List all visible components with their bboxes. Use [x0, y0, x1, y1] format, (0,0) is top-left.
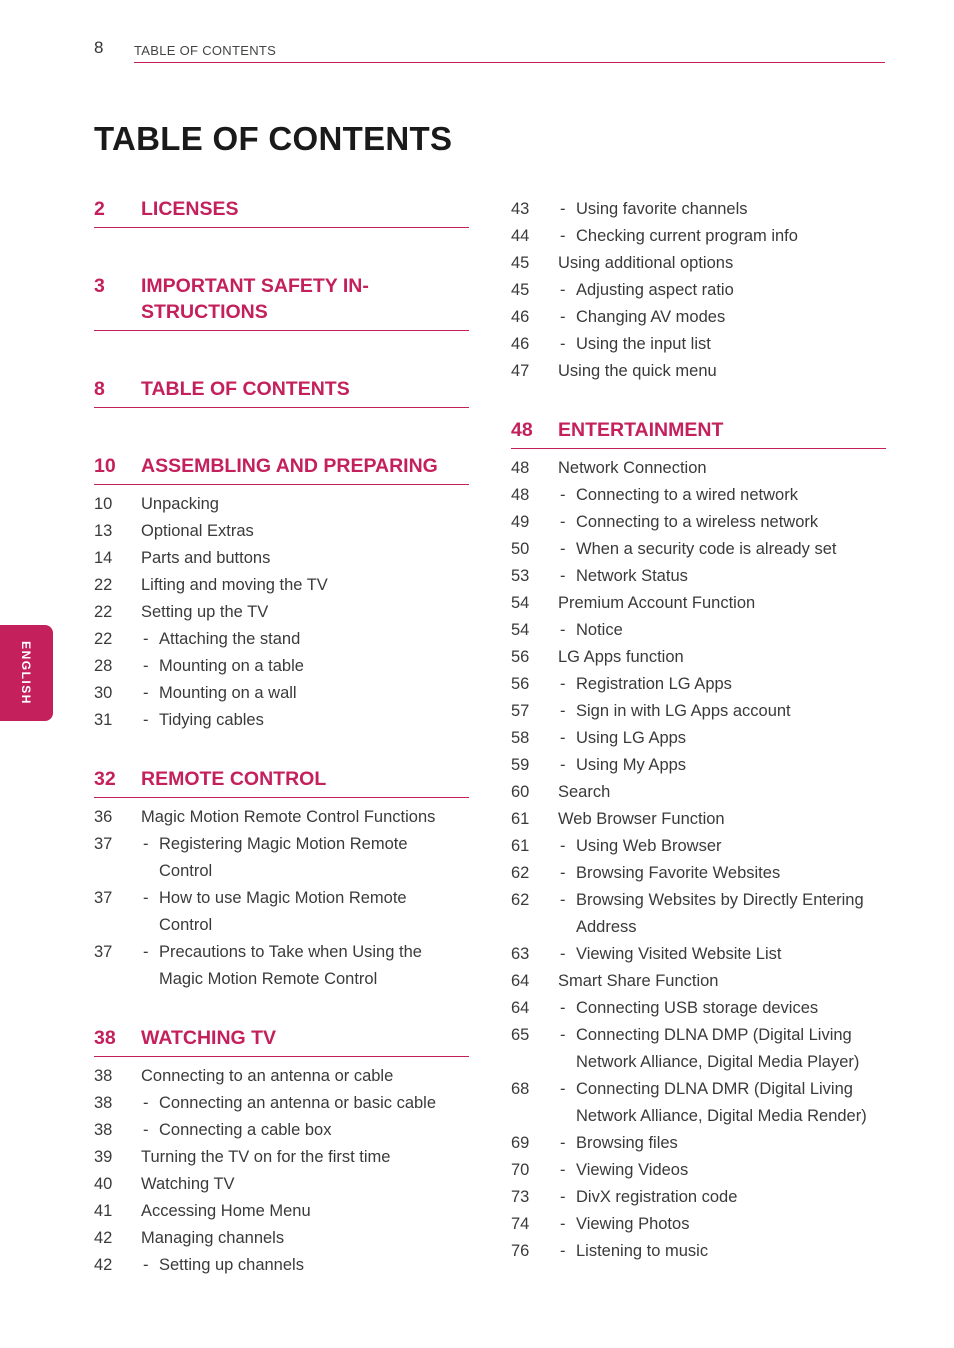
subentry-dash: - [560, 837, 566, 855]
entry-title: Premium Account Function [558, 594, 756, 612]
entry-title: Connecting a cable box [159, 1121, 332, 1139]
toc-subentry[interactable] [511, 1022, 886, 1076]
section-page-number: 38 [94, 1027, 116, 1049]
entry-title: Magic Motion Remote Control Functions [141, 808, 436, 826]
subentry-dash: - [560, 567, 566, 585]
entry-title: Adjusting aspect ratio [576, 281, 734, 299]
toc-column-left [94, 196, 469, 1279]
toc-subentry[interactable] [511, 196, 886, 223]
toc-subentry[interactable] [511, 671, 886, 698]
subentry-dash: - [560, 1080, 566, 1098]
entry-title: Lifting and moving the TV [141, 576, 328, 594]
entry-page-number: 37 [94, 943, 113, 961]
entry-page-number: 22 [94, 576, 113, 594]
entry-title: Connecting to a wireless network [576, 513, 819, 531]
toc-subentry[interactable] [511, 725, 886, 752]
entry-page-number: 46 [511, 308, 530, 326]
entry-page-number: 58 [511, 729, 530, 747]
entry-page-number: 54 [511, 594, 530, 612]
entry-title: Connecting DLNA DMP (Digital Living Network Alliance, Digital Media Player) [576, 1026, 860, 1071]
entry-page-number: 47 [511, 362, 530, 380]
subentry-dash: - [143, 657, 149, 675]
entry-title: Mounting on a table [159, 657, 304, 675]
entry-title: Notice [576, 621, 623, 639]
subentry-dash: - [143, 711, 149, 729]
entry-title: Search [558, 783, 611, 801]
section-title: ENTERTAINMENT [558, 419, 724, 441]
entry-page-number: 44 [511, 227, 530, 245]
toc-subentry[interactable] [511, 617, 886, 644]
toc-subentry[interactable] [94, 1090, 469, 1117]
subentry-dash: - [143, 630, 149, 648]
subentry-dash: - [560, 1188, 566, 1206]
toc-subentry[interactable] [511, 304, 886, 331]
section-title: LICENSES [141, 198, 239, 220]
subentry-dash: - [143, 684, 149, 702]
toc-entry[interactable] [94, 545, 469, 572]
subentry-dash: - [560, 621, 566, 639]
toc-entry[interactable] [511, 590, 886, 617]
subentry-dash: - [143, 1121, 149, 1139]
language-tab-label: ENGLISH [19, 641, 33, 705]
entry-title: Browsing files [576, 1134, 678, 1152]
entry-title: Registering Magic Motion Remote Control [159, 835, 408, 880]
toc-subentry[interactable] [511, 277, 886, 304]
page-number: 8 [94, 38, 104, 57]
subentry-dash: - [560, 864, 566, 882]
section-title: TABLE OF CONTENTS [141, 378, 350, 400]
entry-page-number: 46 [511, 335, 530, 353]
language-tab [0, 625, 53, 721]
toc-subentry[interactable] [511, 509, 886, 536]
subentry-dash: - [560, 1134, 566, 1152]
toc-entry[interactable] [94, 572, 469, 599]
subentry-dash: - [560, 1242, 566, 1260]
entry-page-number: 31 [94, 711, 113, 729]
toc-entry[interactable] [94, 804, 469, 831]
subentry-dash: - [560, 675, 566, 693]
toc-entry[interactable] [511, 644, 886, 671]
toc-subentry[interactable] [511, 563, 886, 590]
entry-page-number: 36 [94, 808, 113, 826]
subentry-dash: - [143, 943, 149, 961]
subentry-dash: - [560, 891, 566, 909]
entry-title: Tidying cables [159, 711, 264, 729]
entry-page-number: 53 [511, 567, 530, 585]
toc-entry[interactable] [511, 455, 886, 482]
entry-title: When a security code is already set [576, 540, 837, 558]
entry-page-number: 74 [511, 1215, 530, 1233]
toc-subentry[interactable] [94, 626, 469, 653]
toc-section-heading[interactable] [94, 766, 469, 798]
toc-subentry[interactable] [94, 680, 469, 707]
toc-entry[interactable] [94, 1144, 469, 1171]
entry-title: Viewing Photos [576, 1215, 690, 1233]
section-page-number: 48 [511, 419, 533, 441]
entry-page-number: 65 [511, 1026, 530, 1044]
entry-page-number: 63 [511, 945, 530, 963]
entry-page-number: 37 [94, 835, 113, 853]
entry-page-number: 22 [94, 630, 113, 648]
entry-title: Changing AV modes [576, 308, 726, 326]
entry-title: Registration LG Apps [576, 675, 732, 693]
entry-title: Listening to music [576, 1242, 709, 1260]
entry-page-number: 22 [94, 603, 113, 621]
entry-page-number: 62 [511, 864, 530, 882]
entry-title: Network Connection [558, 459, 707, 477]
entry-title: Optional Extras [141, 522, 254, 540]
entry-title: Managing channels [141, 1229, 285, 1247]
toc-subentry[interactable] [511, 1130, 886, 1157]
toc-entry[interactable] [511, 358, 886, 385]
entry-title: Unpacking [141, 495, 219, 513]
entry-page-number: 76 [511, 1242, 530, 1260]
entry-title: Watching TV [141, 1175, 235, 1193]
toc-entry[interactable] [94, 518, 469, 545]
entry-title: DivX registration code [576, 1188, 738, 1206]
toc-subentry[interactable] [511, 833, 886, 860]
toc-entry[interactable] [94, 1171, 469, 1198]
entry-page-number: 57 [511, 702, 530, 720]
header-rule [134, 62, 885, 63]
entry-page-number: 45 [511, 254, 530, 272]
entry-title: Setting up channels [159, 1256, 304, 1274]
entry-title: Setting up the TV [141, 603, 269, 621]
subentry-dash: - [560, 945, 566, 963]
toc-entry[interactable] [94, 491, 469, 518]
toc-subentry[interactable] [94, 653, 469, 680]
entry-title: Smart Share Function [558, 972, 719, 990]
section-title: IMPORTANT SAFETY IN- STRUCTIONS [141, 275, 369, 323]
entry-title: Mounting on a wall [159, 684, 297, 702]
entry-title: Browsing Websites by Directly Entering Address [576, 891, 864, 936]
entry-page-number: 61 [511, 810, 530, 828]
entry-page-number: 30 [94, 684, 113, 702]
entry-title: Connecting to an antenna or cable [141, 1067, 394, 1085]
entry-title: Turning the TV on for the first time [141, 1148, 391, 1166]
entry-title: Attaching the stand [159, 630, 301, 648]
toc-subentry[interactable] [511, 887, 886, 941]
toc-entry[interactable] [511, 779, 886, 806]
toc-section-heading[interactable] [94, 376, 469, 408]
subentry-dash: - [560, 540, 566, 558]
subentry-dash: - [560, 200, 566, 218]
toc-subentry[interactable] [511, 1238, 886, 1265]
entry-title: Connecting USB storage devices [576, 999, 819, 1017]
entry-page-number: 48 [511, 486, 530, 504]
subentry-dash: - [143, 835, 149, 853]
toc-subentry[interactable] [511, 860, 886, 887]
section-page-number: 3 [94, 275, 105, 297]
entry-title: Web Browser Function [558, 810, 725, 828]
entry-title: Accessing Home Menu [141, 1202, 311, 1220]
section-title: REMOTE CONTROL [141, 768, 327, 790]
section-page-number: 8 [94, 378, 105, 400]
section-page-number: 32 [94, 768, 116, 790]
toc-section-heading[interactable] [94, 453, 469, 485]
subentry-dash: - [560, 308, 566, 326]
entry-page-number: 40 [94, 1175, 113, 1193]
entry-title: Parts and buttons [141, 549, 271, 567]
entry-title: Checking current program info [576, 227, 798, 245]
entry-page-number: 70 [511, 1161, 530, 1179]
entry-page-number: 56 [511, 675, 530, 693]
toc-subentry[interactable] [511, 1184, 886, 1211]
entry-page-number: 38 [94, 1121, 113, 1139]
toc-subentry[interactable] [94, 885, 469, 939]
subentry-dash: - [143, 1094, 149, 1112]
entry-page-number: 48 [511, 459, 530, 477]
entry-page-number: 13 [94, 522, 113, 540]
entry-page-number: 69 [511, 1134, 530, 1152]
entry-page-number: 61 [511, 837, 530, 855]
toc-subentry[interactable] [511, 482, 886, 509]
toc-subentry[interactable] [511, 1157, 886, 1184]
entry-page-number: 38 [94, 1067, 113, 1085]
page-title: TABLE OF CONTENTS [94, 120, 453, 157]
entry-page-number: 49 [511, 513, 530, 531]
toc-subentry[interactable] [511, 223, 886, 250]
entry-title: Using additional options [558, 254, 734, 272]
entry-page-number: 38 [94, 1094, 113, 1112]
entry-title: Connecting to a wired network [576, 486, 798, 504]
entry-title: Using My Apps [576, 756, 687, 774]
entry-title: Precautions to Take when Using the Magic Motion Remote Control [159, 943, 422, 988]
subentry-dash: - [560, 729, 566, 747]
entry-title: Using the quick menu [558, 362, 717, 380]
subentry-dash: - [560, 999, 566, 1017]
toc-subentry[interactable] [94, 1117, 469, 1144]
entry-page-number: 68 [511, 1080, 530, 1098]
toc-entry[interactable] [94, 599, 469, 626]
subentry-dash: - [143, 1256, 149, 1274]
entry-title: Sign in with LG Apps account [576, 702, 791, 720]
subentry-dash: - [560, 1215, 566, 1233]
entry-page-number: 59 [511, 756, 530, 774]
entry-page-number: 14 [94, 549, 113, 567]
subentry-dash: - [560, 1026, 566, 1044]
entry-page-number: 28 [94, 657, 113, 675]
entry-page-number: 73 [511, 1188, 530, 1206]
subentry-dash: - [560, 486, 566, 504]
entry-title: Using Web Browser [576, 837, 722, 855]
toc-subentry[interactable] [94, 707, 469, 734]
toc-subentry[interactable] [511, 752, 886, 779]
running-header: TABLE OF CONTENTS [134, 43, 277, 58]
section-page-number: 10 [94, 455, 116, 477]
toc-entry[interactable] [511, 806, 886, 833]
toc-subentry[interactable] [511, 1076, 886, 1130]
toc-subentry[interactable] [511, 698, 886, 725]
toc-subentry[interactable] [511, 1211, 886, 1238]
toc-subentry[interactable] [511, 941, 886, 968]
subentry-dash: - [560, 281, 566, 299]
toc-section-heading[interactable] [94, 273, 469, 331]
subentry-dash: - [560, 756, 566, 774]
subentry-dash: - [560, 1161, 566, 1179]
toc-subentry[interactable] [511, 995, 886, 1022]
toc-subentry[interactable] [511, 536, 886, 563]
toc-subentry[interactable] [94, 1252, 469, 1279]
section-page-number: 2 [94, 198, 105, 220]
subentry-dash: - [560, 513, 566, 531]
toc-entry[interactable] [511, 250, 886, 277]
entry-page-number: 10 [94, 495, 113, 513]
entry-title: Connecting an antenna or basic cable [159, 1094, 437, 1112]
subentry-dash: - [560, 227, 566, 245]
entry-page-number: 39 [94, 1148, 113, 1166]
entry-page-number: 56 [511, 648, 530, 666]
entry-page-number: 37 [94, 889, 113, 907]
entry-title: Browsing Favorite Websites [576, 864, 781, 882]
entry-title: LG Apps function [558, 648, 684, 666]
entry-title: Viewing Visited Website List [576, 945, 782, 963]
entry-title: How to use Magic Motion Remote Control [159, 889, 407, 934]
toc-entry[interactable] [94, 1225, 469, 1252]
toc-section-heading[interactable] [511, 417, 886, 449]
entry-title: Network Status [576, 567, 688, 585]
entry-title: Viewing Videos [576, 1161, 689, 1179]
entry-page-number: 45 [511, 281, 530, 299]
toc-entry[interactable] [94, 1063, 469, 1090]
entry-title: Connecting DLNA DMR (Digital Living Network Alliance, Digital Media Render) [576, 1080, 867, 1125]
entry-page-number: 50 [511, 540, 530, 558]
entry-page-number: 62 [511, 891, 530, 909]
toc-entry[interactable] [94, 1198, 469, 1225]
toc-column-right [511, 196, 886, 1265]
toc-subentry[interactable] [94, 831, 469, 885]
entry-title: Using the input list [576, 335, 711, 353]
toc-section-heading[interactable] [94, 196, 469, 228]
entry-page-number: 64 [511, 999, 530, 1017]
toc-subentry[interactable] [94, 939, 469, 993]
subentry-dash: - [143, 889, 149, 907]
entry-page-number: 42 [94, 1229, 113, 1247]
entry-page-number: 42 [94, 1256, 113, 1274]
subentry-dash: - [560, 335, 566, 353]
entry-page-number: 60 [511, 783, 530, 801]
section-title: ASSEMBLING AND PREPARING [141, 455, 438, 477]
toc-section-heading[interactable] [94, 1025, 469, 1057]
toc-subentry[interactable] [511, 331, 886, 358]
entry-page-number: 43 [511, 200, 530, 218]
entry-title: Using favorite channels [576, 200, 748, 218]
entry-page-number: 54 [511, 621, 530, 639]
entry-title: Using LG Apps [576, 729, 687, 747]
subentry-dash: - [560, 702, 566, 720]
entry-page-number: 64 [511, 972, 530, 990]
entry-page-number: 41 [94, 1202, 113, 1220]
toc-entry[interactable] [511, 968, 886, 995]
section-title: WATCHING TV [141, 1027, 277, 1049]
